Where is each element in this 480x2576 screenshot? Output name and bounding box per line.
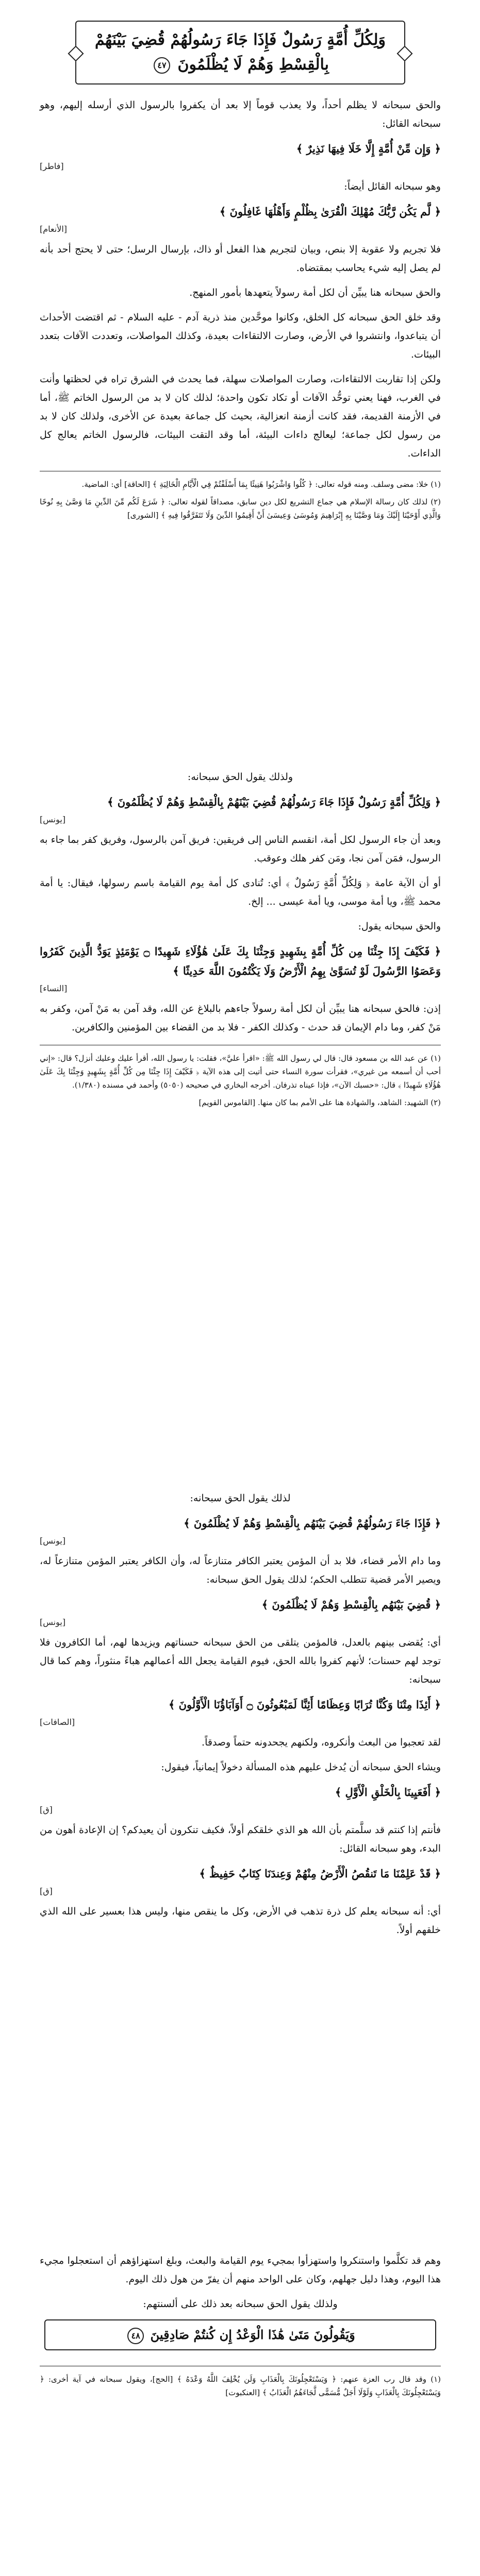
paragraph: إذن: فالحق سبحانه هنا يبيِّن أن لكل أمة رسولاً جاءهم بالبلاغ عن الله، وقد آمن به مَنْ آمن، وكفر به مَنْ كفر، وما دام الإيمان قد حدث - وكذلك الكفر - فلا بد من القضاء بين المؤمنين والكافرين.	[40, 1003, 441, 1033]
header-verse-text: وَلِكُلِّ أُمَّةٍ رَسُولٌ فَإِذَا جَاءَ رَسُولُهُمْ قُضِيَ بَيْنَهُمْ بِالْقِسْطِ وَهُمْ لَا يُظْلَمُونَ	[94, 31, 386, 74]
header-verse-box	[75, 21, 405, 84]
quran-verse: ﴿ قُضِيَ بَيْنَهُم بِالْقِسْطِ وَهُمْ لَا يُظْلَمُونَ ﴾	[261, 1598, 441, 1611]
quran-verse: ﴿ لَّم يَكُن رَّبُّكَ مُهْلِكَ الْقُرَىٰ بِظُلْمٍ وَأَهْلُهَا غَافِلُونَ ﴾	[219, 205, 441, 218]
quran-verse: ﴿ أَئِذَا مِتْنَا وَكُنَّا تُرَابًا وَعِظَامًا أَئِنَّا لَمَبْعُوثُونَ ۝ أَوَآبَاؤُنَا الْأَوَّلُونَ ﴾	[169, 1698, 441, 1711]
verse-reference: [النساء]	[40, 984, 68, 993]
quran-verse: ﴿ أَفَعَيِينَا بِالْخَلْقِ الْأَوَّلِ ﴾	[335, 1786, 441, 1799]
section-intro: ولذلك يقول الحق سبحانه:	[187, 771, 293, 783]
paragraph: وما دام الأمر قضاء، فلا بد أن المؤمن يعتبر الكافر متنازعاً له، وأن الكافر يعتبر المؤمن متنازعاً له، ويصير الأمر قضية تتطلب الحكم؛ لذلك يقول الحق سبحانه:	[40, 1555, 441, 1585]
verse-reference: [فاطر]	[40, 161, 64, 171]
paragraph: ولكن إذا تقاربت الالتقاءات، وصارت المواصلات سهلة، فما يحدث في الشرق تراه في لحظتها وأنت في الغرب، فهنا يعني توحُّد الآفات أو تكاد تكون واحدة؛ لذلك كان لا بد من الرسول الخاتم ﷺ، أما في الأزمنة القديمة، فقد كانت أزمنة انعزالية، بحيث كل جماعة بعيدة عن الأخرى، ولذلك كان لا بد من رسول لكل جماعة؛ ليعالج داءات البيئة، أما وقد التقت البيئات، فالرسول الخاتم يعالج كل الداءات.	[40, 374, 441, 459]
quran-verse: ﴿ فَكَيْفَ إِذَا جِئْنَا مِن كُلِّ أُمَّةٍ بِشَهِيدٍ وَجِئْنَا بِكَ عَلَىٰ هَٰؤُلَاءِ شَهِيدًا ۝ يَوْمَئِذٍ يَوَدُّ الَّذِينَ كَفَرُوا وَعَصَوُا الرَّسُولَ لَوْ تُسَوَّىٰ بِهِمُ الْأَرْضُ وَلَا يَكْتُمُونَ اللَّهَ حَدِيثًا ﴾	[40, 945, 441, 977]
page-4	[28, 2251, 452, 2555]
footnote: (١) خلا: مضى وسلف. ومنه قوله تعالى: ﴿ كُلُوا وَاشْرَبُوا هَنِيئًا بِمَا أَسْلَفْتُمْ فِي الْأَيَّامِ الْخَالِيَةِ ﴾ [الحاقة] أي: الماضية.	[81, 480, 441, 489]
next-verse-text: وَيَقُولُونَ مَتَىٰ هَٰذَا الْوَعْدُ إِن كُنتُمْ صَادِقِينَ	[150, 2327, 355, 2342]
quran-verse: ﴿ وَإِن مِّنْ أُمَّةٍ إِلَّا خَلَا فِيهَا نَذِيرٌ ﴾	[296, 142, 441, 155]
quran-verse: ﴿ وَلِكُلِّ أُمَّةٍ رَسُولٌ فَإِذَا جَاءَ رَسُولُهُمْ قُضِيَ بَيْنَهُمْ بِالْقِسْطِ وَهُمْ لَا يُظْلَمُونَ ﴾	[107, 795, 441, 808]
paragraph: وهو سبحانه القائل أيضاً:	[344, 181, 441, 192]
verse-reference: [يونس]	[40, 815, 66, 824]
section-intro: ولذلك يقول الحق سبحانه بعد ذلك على ألسنتهم:	[143, 2298, 338, 2310]
quran-verse: ﴿ فَإِذَا جَاءَ رَسُولُهُمْ قُضِيَ بَيْنَهُم بِالْقِسْطِ وَهُمْ لَا يُظْلَمُونَ ﴾	[184, 1517, 441, 1530]
paragraph: أي: يُقضى بينهم بالعدل، فالمؤمن يتلقى من الحق سبحانه حسناتهم ويزيدها لهم، أما الكافرون فلا توجد لهم حسنات؛ لأنهم كفروا بالله الحق، فيوم القيامة يجعل الله أعمالهم هباءً منثوراً، وهم كما قال سبحانه:	[40, 1637, 441, 1685]
paragraph: والحق سبحانه هنا يبيِّن أن لكل أمة رسولاً يتعهدها بأمور المنهج.	[189, 287, 441, 298]
footnote: (١) عن عبد الله بن مسعود قال: قال لي رسول الله ﷺ: «اقرأ عليَّ»، فقلت: يا رسول الله، أقرأ عليك وعليك أنزل؟ قال: «إني أحب أن أسمعه من غيري»، فقرأت سورة النساء حتى أتيت إلى هذه الآية ﴿ فَكَيْفَ إِذَا جِئْنَا مِن كُلِّ أُمَّةٍ بِشَهِيدٍ وَجِئْنَا بِكَ عَلَىٰ هَٰؤُلَاءِ شَهِيدًا ﴾ قال: «حسبك الآن»، فإذا عيناه تذرفان. أخرجه البخاري في صحيحه (٥٠٥٠) وأحمد في مسنده (١/٣٨٠).	[40, 1054, 441, 1090]
quran-verse: ﴿ قَدْ عَلِمْنَا مَا تَنقُصُ الْأَرْضُ مِنْهُمْ وَعِندَنَا كِتَابٌ حَفِيظٌ ﴾	[199, 1867, 441, 1880]
paragraph: والحق سبحانه لا يظلم أحداً، ولا يعذب قوماً إلا بعد أن يكفروا بالرسول الذي أرسله إليهم، وهو سبحانه القائل:	[40, 99, 441, 129]
verse-reference: [ق]	[40, 1805, 53, 1815]
verse-reference: [الأنعام]	[40, 224, 68, 234]
page-1	[28, 21, 452, 737]
paragraph: وهم قد تكلَّموا واستنكروا واستهزأوا بمجيء يوم القيامة والبعث، وبلغ استهزاؤهم أن استعجلوا مجيء هذا اليوم، وهذا دليل جهلهم، وكان على الواحد منهم أن يفرّ من هول ذلك اليوم.	[40, 2255, 441, 2285]
verse-reference: [الصافات]	[40, 1717, 75, 1727]
next-verse-box	[44, 2319, 436, 2350]
section-intro: لذلك يقول الحق سبحانه:	[190, 1493, 291, 1504]
paragraph: وقد خلق الحق سبحانه كل الخلق، وكانوا موحَّدين منذ ذرية آدم - عليه السلام - ثم اقتضت الأحداث أن يتباعدوا، وانتشروا في الأرض، وصارت الالتقاءات بعيدة، وكذلك المواصلات، وتعددت الآفات بتعدد البيئات.	[40, 312, 441, 360]
paragraph: فلا تجريم ولا عقوبة إلا بنص، وبيان لتجريم هذا الفعل أو ذاك، بإرسال الرسل؛ حتى لا يحتج أحد بأنه لم يصل إليه شيء يحاسب بمقتضاه.	[40, 244, 441, 274]
page-2	[28, 768, 452, 1453]
ayah-number: ٤٨	[127, 2328, 144, 2344]
paragraph: والحق سبحانه يقول:	[358, 921, 441, 932]
page-3	[28, 1489, 452, 2210]
verse-reference: [يونس]	[40, 1617, 66, 1627]
verse-reference: [يونس]	[40, 1536, 66, 1546]
footnote: (٢) الشهيد: الشاهد، والشهادة هنا على الأمم بما كان منها. [القاموس القويم]	[198, 1098, 441, 1107]
paragraph: أو أن الآية عامة ﴿ وَلِكُلِّ أُمَّةٍ رَسُولٌ ﴾ أي: تُنادى كل أمة يوم القيامة باسم رسولها، فيقال: يا أمة محمد ﷺ، ويا أمة موسى، ويا أمة عيسى ... إلخ.	[40, 877, 441, 907]
paragraph: فأنتم إذا كنتم قد سلَّمتم بأن الله هو الذي خلقكم أولاً، فكيف تنكرون أن يعيدكم؟ إن الإعادة أهون من البدء، وهو سبحانه القائل:	[40, 1824, 441, 1854]
paragraph: وبعد أن جاء الرسول لكل أمة، انقسم الناس إلى فريقين: فريق آمن بالرسول، وفريق كفر بما جاء به الرسول، فمَن آمن نجا، ومَن كفر هلك وعوقب.	[40, 834, 441, 864]
paragraph: أي: أنه سبحانه يعلم كل ذرة تذهب في الأرض، وكل ما ينقص منها، وليس هذا بعسير على الله الذي خلقهم أولاً.	[40, 1906, 441, 1936]
footnote: (١) وقد قال رب العزة عنهم: ﴿ وَيَسْتَعْجِلُونَكَ بِالْعَذَابِ وَلَن يُخْلِفَ اللَّهُ وَعْدَهُ ﴾ [الحج]، ويقول سبحانه في آية أخرى: ﴿ وَيَسْتَعْجِلُونَكَ بِالْعَذَابِ وَلَوْلَا أَجَلٌ مُّسَمًّى لَّجَاءَهُمُ الْعَذَابُ ﴾ [العنكبوت]	[40, 2375, 441, 2397]
ayah-number: ٤٧	[154, 57, 170, 74]
paragraph: ويشاء الحق سبحانه أن يُدخل عليهم هذه المسألة دخولاً إيمانياً، فيقول:	[161, 1761, 441, 1773]
verse-reference: [ق]	[40, 1886, 53, 1896]
paragraph: لقد تعجبوا من البعث وأنكروه، ولكنهم يجحدونه حتماً وصدقاً.	[202, 1737, 441, 1748]
footnote: (٢) لذلك كان رسالة الإسلام هي جماع التشريع لكل دين سابق، مصداقاً لقوله تعالى: ﴿ شَرَعَ لَكُم مِّنَ الدِّينِ مَا وَصَّىٰ بِهِ نُوحًا وَالَّذِي أَوْحَيْنَا إِلَيْكَ وَمَا وَصَّيْنَا بِهِ إِبْرَاهِيمَ وَمُوسَىٰ وَعِيسَىٰ أَنْ أَقِيمُوا الدِّينَ وَلَا تَتَفَرَّقُوا فِيهِ ﴾ [الشورى]	[40, 497, 441, 520]
